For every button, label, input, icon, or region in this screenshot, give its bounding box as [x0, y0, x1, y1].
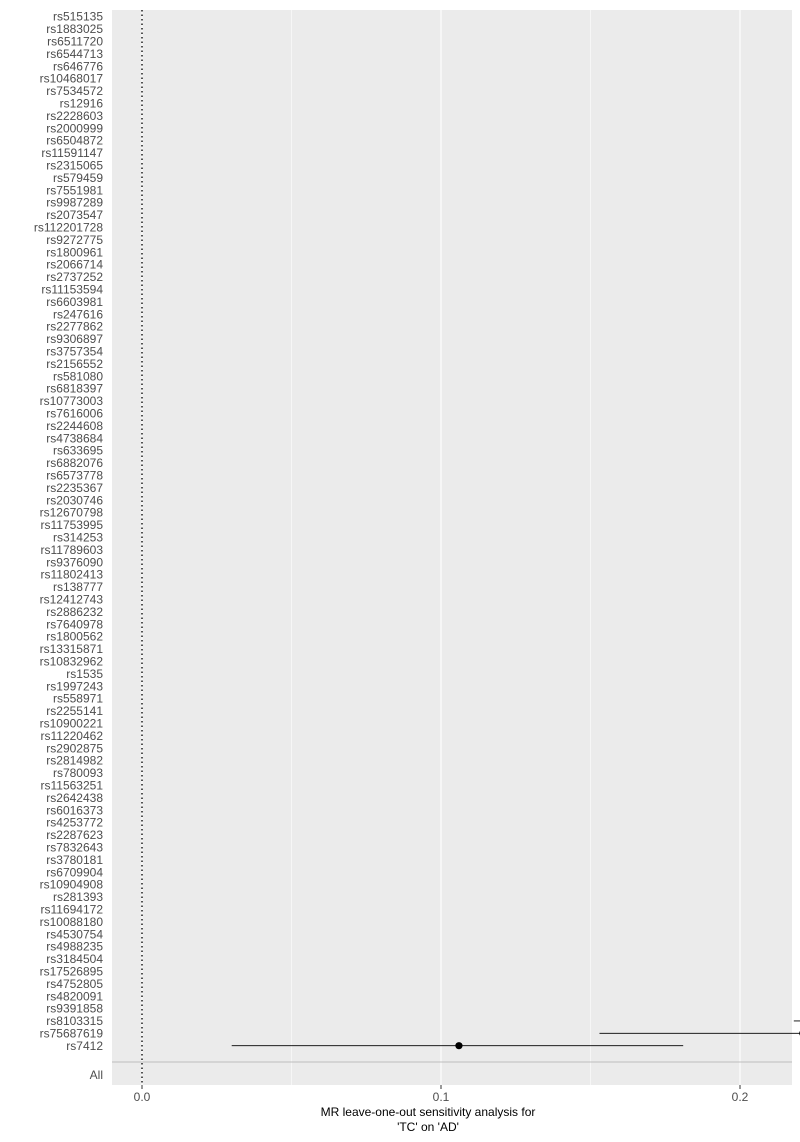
snp-label: rs112201728: [33, 220, 103, 235]
snp-label: rs4253772: [46, 815, 103, 830]
snp-label: rs3780181: [46, 852, 103, 867]
y-axis-snp-labels: [34, 10, 103, 1083]
snp-label: rs1800562: [46, 629, 103, 644]
snp-label: rs4988235: [46, 939, 103, 954]
snp-label: rs3757354: [46, 344, 103, 359]
snp-label: rs2000999: [46, 121, 103, 136]
snp-label: rs7534572: [46, 84, 103, 99]
snp-label: rs7616006: [46, 406, 103, 421]
snp-label: rs11220462: [40, 728, 103, 743]
plot-panel-background: [112, 10, 792, 1085]
snp-label: rs2287623: [46, 828, 103, 843]
snp-label: rs4820091: [46, 989, 103, 1004]
snp-label: rs2244608: [46, 418, 103, 433]
snp-label: rs6016373: [46, 803, 103, 818]
snp-label: rs9306897: [46, 332, 103, 347]
x-axis-ticks: [134, 1085, 800, 1104]
snp-label: rs646776: [52, 59, 103, 74]
snp-label: rs9272775: [46, 232, 103, 247]
snp-label: rs11563251: [40, 778, 103, 793]
snp-label: rs581080: [52, 369, 103, 384]
snp-label: rs10832962: [39, 654, 103, 669]
snp-label: rs12670798: [39, 505, 103, 520]
snp-label: rs11694172: [40, 902, 103, 917]
snp-label: rs3184504: [46, 952, 103, 967]
snp-label: rs10088180: [39, 914, 103, 929]
snp-label: rs1997243: [46, 679, 103, 694]
snp-label: rs314253: [52, 530, 103, 545]
snp-label: rs75687619: [39, 1026, 103, 1041]
x-tick-label: 0.2: [731, 1090, 749, 1104]
snp-label: rs9987289: [46, 195, 103, 210]
snp-label: rs10468017: [39, 71, 103, 86]
snp-label: rs1800961: [46, 245, 103, 260]
snp-label: rs2814982: [46, 753, 103, 768]
snp-label: rs2066714: [46, 257, 103, 272]
snp-label: rs11753995: [40, 518, 103, 533]
snp-label: rs11591147: [41, 146, 103, 161]
snp-label: rs2277862: [46, 319, 103, 334]
snp-label: rs780093: [52, 766, 103, 781]
snp-label: rs6818397: [46, 381, 103, 396]
snp-label: rs7832643: [46, 840, 103, 855]
snp-label: rs7412: [66, 1038, 103, 1053]
snp-label: rs633695: [52, 443, 103, 458]
snp-label: rs281393: [52, 890, 103, 905]
x-tick-label: 0.0: [133, 1090, 151, 1104]
snp-label: rs7640978: [46, 617, 103, 632]
snp-label: rs2902875: [46, 741, 103, 756]
snp-label: rs13315871: [39, 642, 103, 657]
snp-label: rs10904908: [39, 877, 103, 892]
snp-label: rs2073547: [46, 208, 103, 223]
snp-label: rs11153594: [41, 282, 103, 297]
overall-label: All: [89, 1068, 103, 1083]
snp-label: rs10900221: [39, 716, 103, 731]
snp-label: rs6573778: [46, 468, 103, 483]
snp-label: rs6603981: [46, 294, 103, 309]
snp-label: rs10773003: [39, 394, 103, 409]
snp-label: rs6544713: [46, 46, 103, 61]
snp-label: rs4738684: [46, 431, 103, 446]
x-tick-label: 0.1: [432, 1090, 450, 1104]
snp-label: rs579459: [52, 170, 103, 185]
snp-label: rs2737252: [46, 270, 103, 285]
snp-label: rs2642438: [46, 790, 103, 805]
snp-label: rs12916: [59, 96, 103, 111]
snp-label: rs4530754: [46, 927, 103, 942]
snp-label: rs1535: [66, 666, 103, 681]
snp-label: rs6882076: [46, 456, 103, 471]
snp-label: rs6511720: [47, 34, 103, 49]
snp-label: rs6504872: [46, 133, 103, 148]
snp-label: rs7551981: [46, 183, 103, 198]
snp-label: rs2030746: [46, 493, 103, 508]
snp-label: rs11789603: [40, 542, 103, 557]
snp-label: rs2255141: [46, 704, 103, 719]
snp-label: rs2315065: [46, 158, 103, 173]
snp-label: rs17526895: [39, 964, 103, 979]
snp-label: rs9391858: [46, 1001, 103, 1016]
x-axis-title-line-2: 'TC' on 'AD': [397, 1120, 459, 1134]
snp-label: rs247616: [52, 307, 103, 322]
snp-label: rs8103315: [46, 1014, 103, 1029]
snp-label: rs2156552: [46, 356, 103, 371]
snp-label: rs12412743: [39, 592, 103, 607]
snp-label: rs515135: [52, 9, 103, 24]
snp-label: rs6709904: [46, 865, 103, 880]
snp-label: rs4752805: [46, 976, 103, 991]
snp-label: rs2235367: [46, 480, 103, 495]
snp-label: rs1883025: [46, 22, 103, 37]
snp-label: rs2228603: [46, 108, 103, 123]
snp-label: rs138777: [52, 580, 103, 595]
snp-label: rs558971: [52, 691, 103, 706]
estimate-point: [455, 1042, 462, 1049]
x-axis-title-line-1: MR leave-one-out sensitivity analysis for: [320, 1105, 536, 1119]
snp-label: rs9376090: [46, 555, 103, 570]
snp-label: rs11802413: [40, 567, 103, 582]
snp-label: rs2886232: [46, 604, 103, 619]
